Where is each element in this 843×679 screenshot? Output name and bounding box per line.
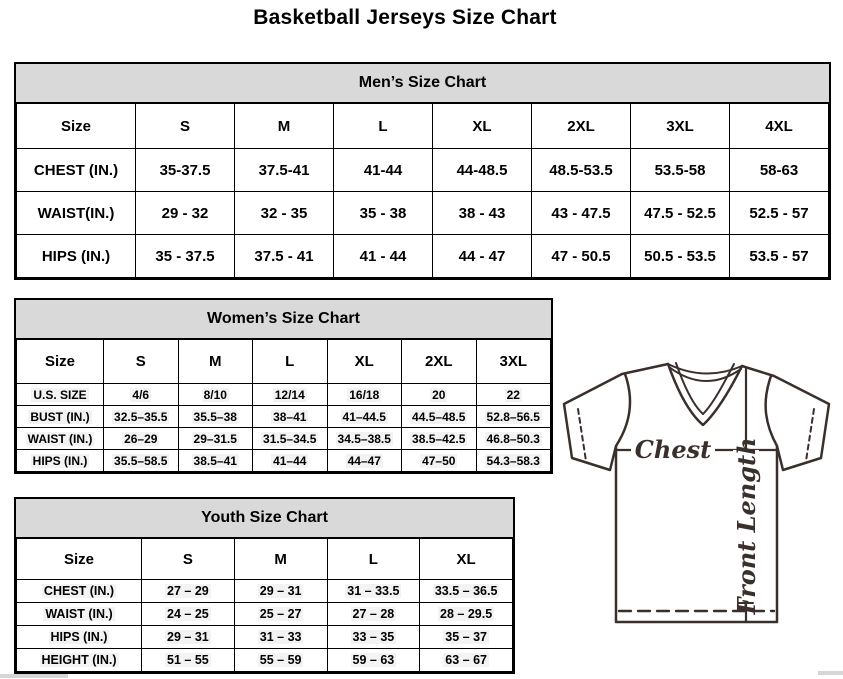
size-value-cell: 34.5–38.5 bbox=[327, 428, 402, 450]
size-value-cell: 35 - 37.5 bbox=[136, 235, 235, 278]
table-row bbox=[17, 235, 829, 278]
table-row bbox=[17, 406, 551, 428]
size-value-cell: 4/6 bbox=[104, 384, 179, 406]
column-header: S bbox=[136, 104, 235, 149]
mens-size-chart bbox=[14, 62, 831, 280]
size-value-cell: 38.5–41 bbox=[178, 450, 253, 472]
size-value-cell: 35.5–38 bbox=[178, 406, 253, 428]
row-label: WAIST(IN.) bbox=[17, 192, 136, 235]
womens-size-chart-title: Women’s Size Chart bbox=[16, 300, 551, 339]
table-row bbox=[17, 580, 513, 603]
table-row bbox=[17, 192, 829, 235]
mens-size-chart-title: Men’s Size Chart bbox=[16, 64, 829, 103]
column-header: L bbox=[253, 340, 328, 384]
size-value-cell: 20 bbox=[402, 384, 477, 406]
jersey-measurement-diagram bbox=[552, 358, 840, 658]
jersey-outline-icon bbox=[552, 358, 840, 658]
row-label: BUST (IN.) bbox=[17, 406, 104, 428]
column-header: XL bbox=[433, 104, 532, 149]
row-label: CHEST (IN.) bbox=[17, 580, 142, 603]
size-value-cell: 47 - 50.5 bbox=[532, 235, 631, 278]
front-length-label: Front Length bbox=[732, 437, 761, 615]
column-header: L bbox=[334, 104, 433, 149]
size-value-cell: 43 - 47.5 bbox=[532, 192, 631, 235]
size-value-cell: 51 – 55 bbox=[142, 649, 235, 672]
size-value-cell: 32 - 35 bbox=[235, 192, 334, 235]
size-value-cell: 52.8–56.5 bbox=[476, 406, 551, 428]
size-value-cell: 37.5-41 bbox=[235, 149, 334, 192]
row-label: HIPS (IN.) bbox=[17, 235, 136, 278]
chest-label: Chest bbox=[634, 435, 712, 464]
size-value-cell: 16/18 bbox=[327, 384, 402, 406]
table-row bbox=[17, 626, 513, 649]
size-value-cell: 47–50 bbox=[402, 450, 477, 472]
womens-size-table bbox=[16, 339, 551, 472]
column-header: 4XL bbox=[730, 104, 829, 149]
size-value-cell: 35 - 38 bbox=[334, 192, 433, 235]
shirt-body-outline bbox=[564, 364, 829, 622]
column-header: 3XL bbox=[476, 340, 551, 384]
column-header: Size bbox=[17, 340, 104, 384]
size-value-cell: 31.5–34.5 bbox=[253, 428, 328, 450]
row-label: WAIST (IN.) bbox=[17, 603, 142, 626]
horizontal-scrollbar-fragment-right[interactable] bbox=[818, 671, 843, 675]
size-value-cell: 44–47 bbox=[327, 450, 402, 472]
size-value-cell: 54.3–58.3 bbox=[476, 450, 551, 472]
size-value-cell: 53.5 - 57 bbox=[730, 235, 829, 278]
size-value-cell: 53.5-58 bbox=[631, 149, 730, 192]
column-header: XL bbox=[420, 539, 513, 580]
size-value-cell: 41-44 bbox=[334, 149, 433, 192]
size-value-cell: 41–44 bbox=[253, 450, 328, 472]
size-value-cell: 52.5 - 57 bbox=[730, 192, 829, 235]
row-label: U.S. SIZE bbox=[17, 384, 104, 406]
size-value-cell: 26–29 bbox=[104, 428, 179, 450]
size-value-cell: 35-37.5 bbox=[136, 149, 235, 192]
size-header-row bbox=[17, 104, 829, 149]
size-value-cell: 38–41 bbox=[253, 406, 328, 428]
size-header-row bbox=[17, 340, 551, 384]
size-value-cell: 22 bbox=[476, 384, 551, 406]
size-value-cell: 12/14 bbox=[253, 384, 328, 406]
column-header: M bbox=[235, 104, 334, 149]
size-value-cell: 48.5-53.5 bbox=[532, 149, 631, 192]
row-label: HIPS (IN.) bbox=[17, 450, 104, 472]
size-value-cell: 46.8–50.3 bbox=[476, 428, 551, 450]
size-value-cell: 47.5 - 52.5 bbox=[631, 192, 730, 235]
column-header: Size bbox=[17, 104, 136, 149]
size-value-cell: 50.5 - 53.5 bbox=[631, 235, 730, 278]
size-value-cell: 59 – 63 bbox=[327, 649, 420, 672]
column-header: 3XL bbox=[631, 104, 730, 149]
mens-size-table bbox=[16, 103, 829, 278]
size-value-cell: 29 – 31 bbox=[234, 580, 327, 603]
size-value-cell: 33 – 35 bbox=[327, 626, 420, 649]
size-value-cell: 41–44.5 bbox=[327, 406, 402, 428]
size-value-cell: 33.5 – 36.5 bbox=[420, 580, 513, 603]
column-header: L bbox=[327, 539, 420, 580]
size-value-cell: 25 – 27 bbox=[234, 603, 327, 626]
size-value-cell: 32.5–35.5 bbox=[104, 406, 179, 428]
size-value-cell: 44-48.5 bbox=[433, 149, 532, 192]
size-value-cell: 38 - 43 bbox=[433, 192, 532, 235]
column-header: 2XL bbox=[532, 104, 631, 149]
table-row bbox=[17, 603, 513, 626]
size-value-cell: 29–31.5 bbox=[178, 428, 253, 450]
row-label: WAIST (IN.) bbox=[17, 428, 104, 450]
column-header: 2XL bbox=[402, 340, 477, 384]
size-value-cell: 24 – 25 bbox=[142, 603, 235, 626]
row-label: CHEST (IN.) bbox=[17, 149, 136, 192]
size-value-cell: 44.5–48.5 bbox=[402, 406, 477, 428]
size-value-cell: 44 - 47 bbox=[433, 235, 532, 278]
youth-size-chart-title: Youth Size Chart bbox=[16, 499, 513, 538]
size-value-cell: 29 – 31 bbox=[142, 626, 235, 649]
column-header: Size bbox=[17, 539, 142, 580]
size-value-cell: 58-63 bbox=[730, 149, 829, 192]
page-title: Basketball Jerseys Size Chart bbox=[253, 6, 557, 29]
column-header: XL bbox=[327, 340, 402, 384]
size-value-cell: 8/10 bbox=[178, 384, 253, 406]
table-row bbox=[17, 450, 551, 472]
size-value-cell: 27 – 28 bbox=[327, 603, 420, 626]
table-row bbox=[17, 384, 551, 406]
column-header: S bbox=[104, 340, 179, 384]
size-header-row bbox=[17, 539, 513, 580]
size-value-cell: 35 – 37 bbox=[420, 626, 513, 649]
size-value-cell: 55 – 59 bbox=[234, 649, 327, 672]
table-row bbox=[17, 149, 829, 192]
column-header: S bbox=[142, 539, 235, 580]
row-label: HIPS (IN.) bbox=[17, 626, 142, 649]
size-value-cell: 28 – 29.5 bbox=[420, 603, 513, 626]
youth-size-chart bbox=[14, 497, 515, 674]
horizontal-scrollbar-fragment-left[interactable] bbox=[0, 674, 68, 678]
table-row bbox=[17, 428, 551, 450]
size-value-cell: 29 - 32 bbox=[136, 192, 235, 235]
row-label: HEIGHT (IN.) bbox=[17, 649, 142, 672]
youth-size-table bbox=[16, 538, 513, 672]
size-value-cell: 31 – 33.5 bbox=[327, 580, 420, 603]
column-header: M bbox=[234, 539, 327, 580]
table-row bbox=[17, 649, 513, 672]
size-value-cell: 63 – 67 bbox=[420, 649, 513, 672]
column-header: M bbox=[178, 340, 253, 384]
size-value-cell: 37.5 - 41 bbox=[235, 235, 334, 278]
womens-size-chart bbox=[14, 298, 553, 474]
size-value-cell: 35.5–58.5 bbox=[104, 450, 179, 472]
size-value-cell: 27 – 29 bbox=[142, 580, 235, 603]
size-value-cell: 41 - 44 bbox=[334, 235, 433, 278]
size-value-cell: 31 – 33 bbox=[234, 626, 327, 649]
size-value-cell: 38.5–42.5 bbox=[402, 428, 477, 450]
